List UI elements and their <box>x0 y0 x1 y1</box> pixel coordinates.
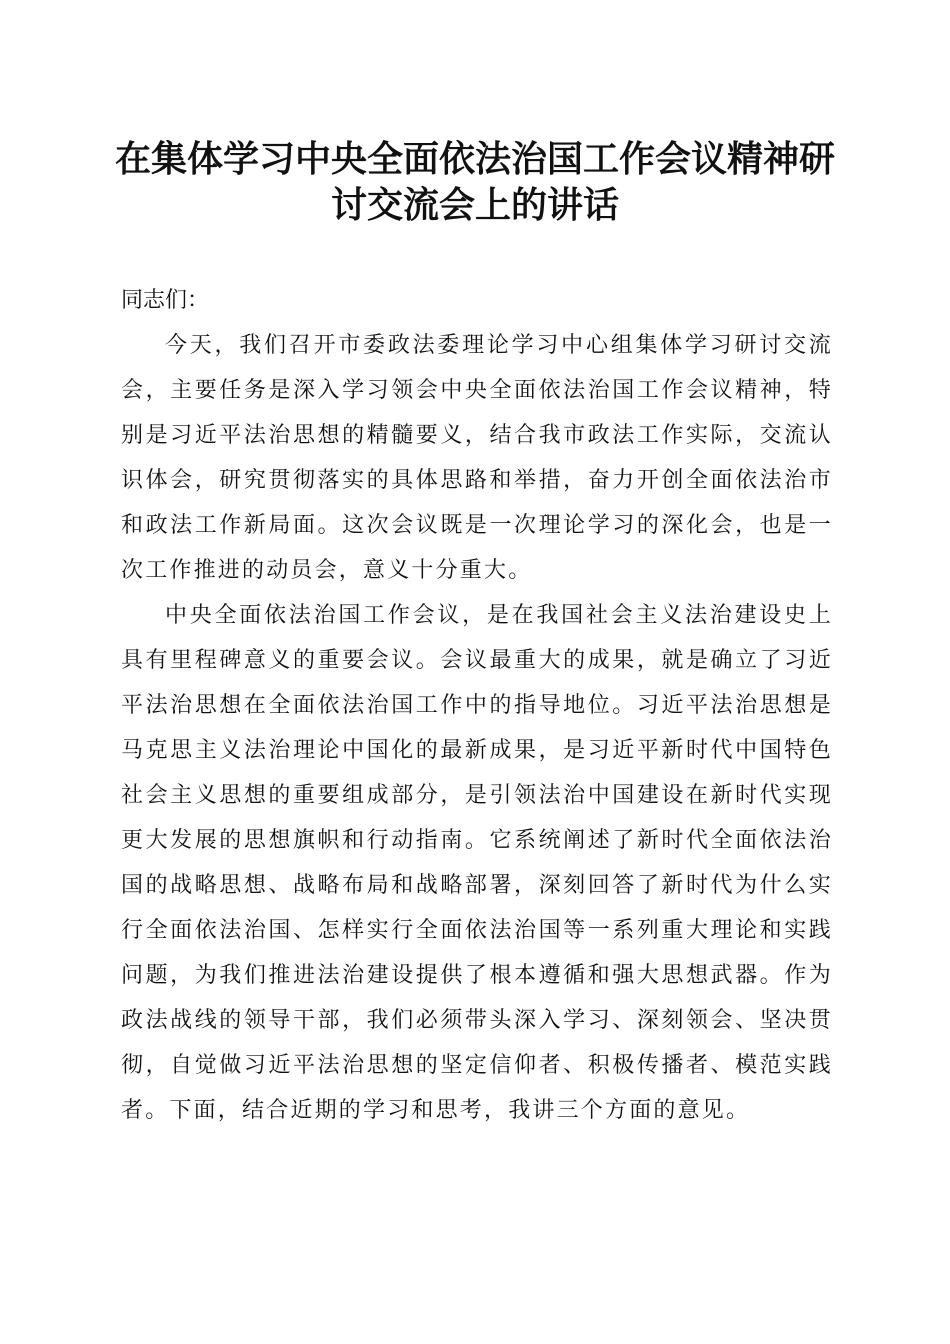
paragraph-2: 中央全面依法治国工作会议，是在我国社会主义法治建设史上具有里程碑意义的重要会议。会议最重大的成果，就是确立了习近平法治思想在全面依法治国工作中的指导地位。习近平法治思想是马克思主义法治理论中国化的最新成果，是习近平新时代中国特色社会主义思想的重要组成部分，是引领法治中国建设在新时代实现更大发展的思想旗帜和行动指南。它系统阐述了新时代全面依法治国的战略思想、战略布局和战略部署，深刻回答了新时代为什么实行全面依法治国、怎样实行全面依法治国等一系列重大理论和实践问题，为我们推进法治建设提供了根本遵循和强大思想武器。作为政法战线的领导干部，我们必须带头深入学习、深刻领会、坚决贯彻，自觉做习近平法治思想的坚定信仰者、积极传播者、模范实践者。下面，结合近期的学习和思考，我讲三个方面的意见。 <box>121 603 833 1123</box>
salutation: 同志们： <box>121 288 210 313</box>
title-line-2: 讨交流会上的讲话 <box>330 184 619 226</box>
document-body <box>121 278 833 1133</box>
document-title <box>100 136 850 228</box>
paragraph-1: 今天，我们召开市委政法委理论学习中心组集体学习研讨交流会，主要任务是深入学习领会中央全面依法治国工作会议精神，特别是习近平法治思想的精髓要义，结合我市政法工作实际，交流认识体会，研究贯彻落实的具体思路和举措，奋力开创全面依法治市和政法工作新局面。这次会议既是一次理论学习的深化会，也是一次工作推进的动员会，意义十分重大。 <box>121 333 833 583</box>
title-line-1: 在集体学习中央全面依法治国工作会议精神研 <box>114 138 835 180</box>
